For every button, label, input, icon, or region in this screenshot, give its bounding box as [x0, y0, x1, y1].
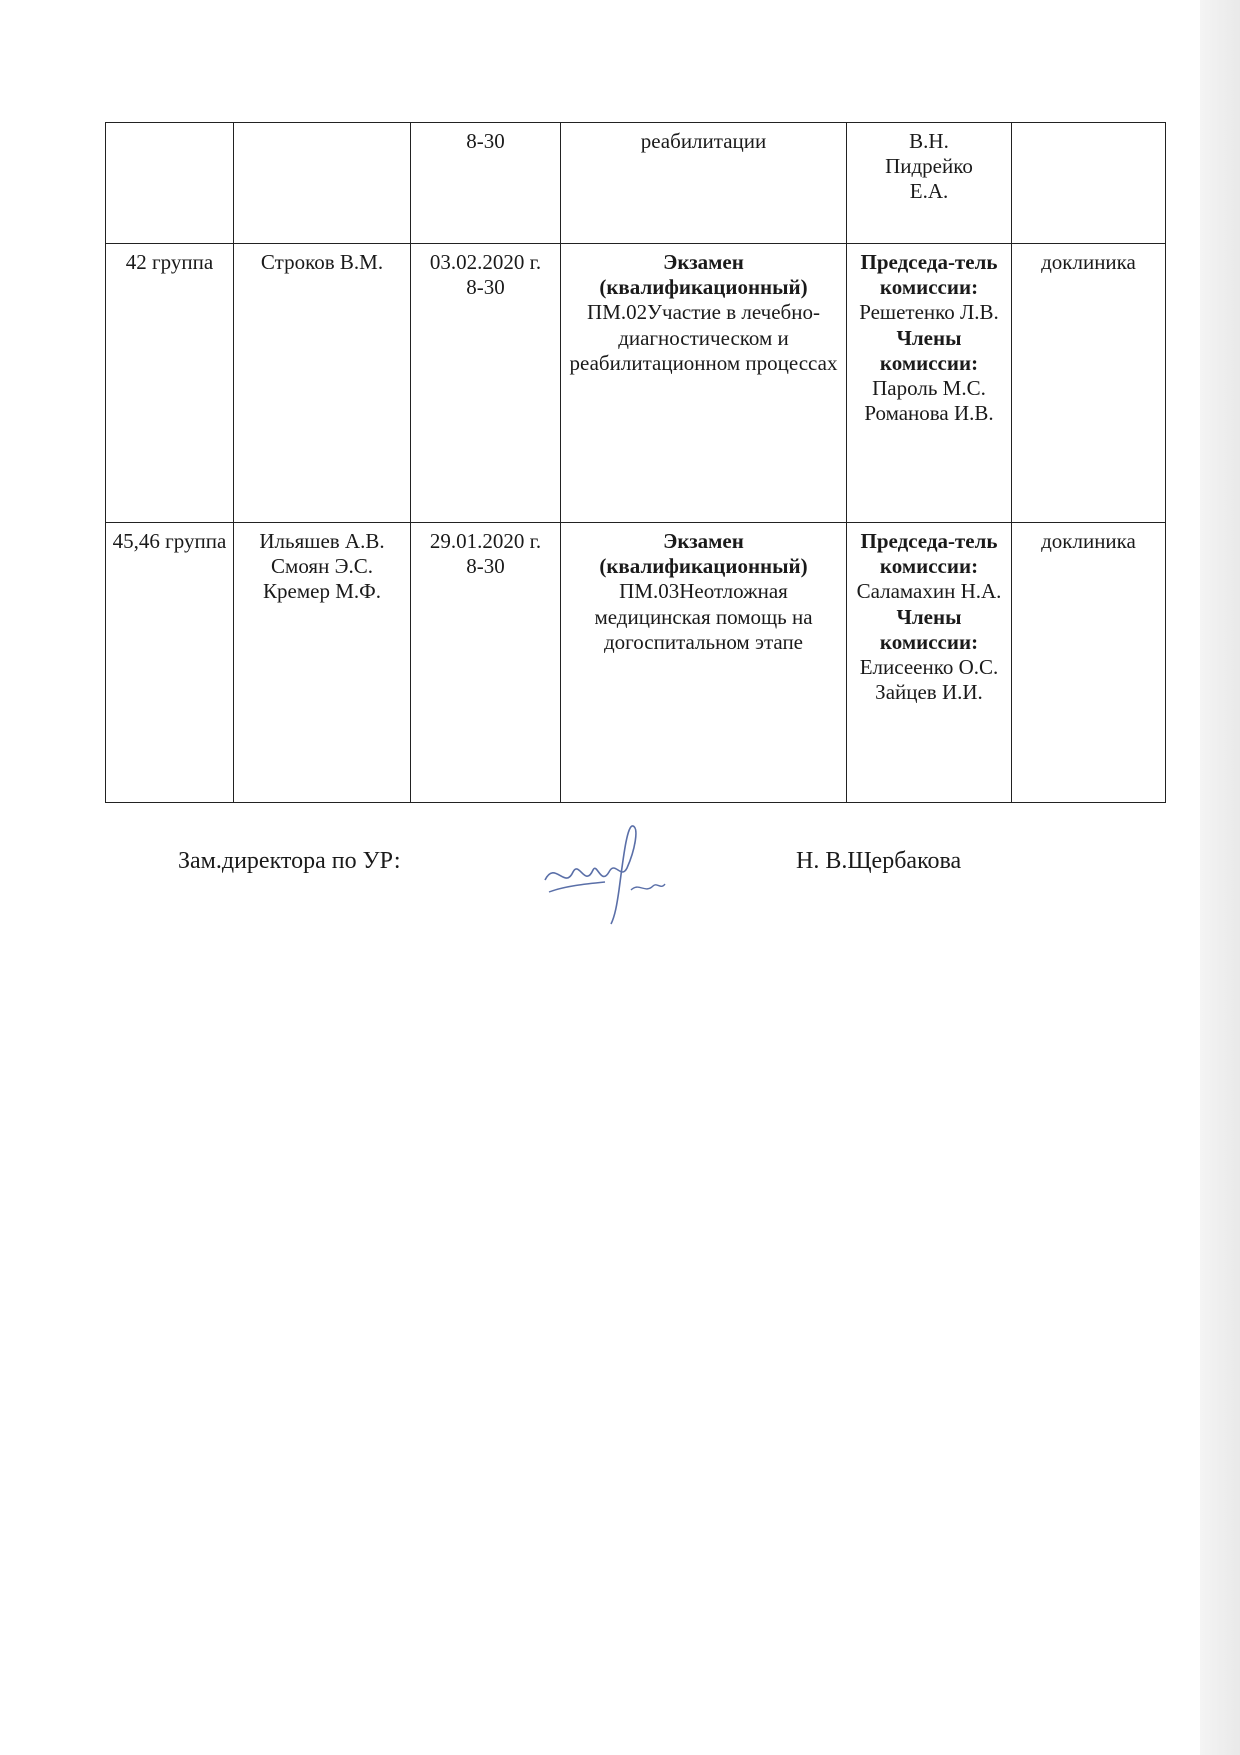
- exam-cell: [561, 523, 847, 803]
- commission-chair-label: Председа-тель комиссии:: [860, 250, 998, 300]
- commission-line: В.Н.: [909, 129, 949, 153]
- exam-desc: реабилитации: [640, 129, 767, 153]
- commission-member-name: Пароль М.С.: [872, 375, 986, 400]
- group-cell: [106, 123, 234, 244]
- datetime-cell: [411, 523, 561, 803]
- exam-cell: [561, 244, 847, 523]
- commission-line: Пидрейко: [885, 154, 973, 179]
- teacher-name: Кремер М.Ф.: [263, 579, 381, 604]
- commission-member-name: Романова И.В.: [864, 401, 994, 426]
- group-cell: 45,46 группа: [106, 523, 234, 803]
- teachers-cell: [234, 123, 411, 244]
- commission-cell: [847, 523, 1012, 803]
- commission-chair-name: Саламахин Н.А.: [856, 579, 1002, 604]
- commission-line: Е.А.: [909, 179, 949, 204]
- table-row: [106, 123, 1166, 244]
- teacher-name: Ильяшев А.В.: [259, 529, 385, 553]
- signature-icon: [535, 820, 675, 930]
- commission-member-name: Елисеенко О.С.: [859, 654, 999, 679]
- location-cell: [1012, 123, 1166, 244]
- location-cell: доклиника: [1012, 523, 1166, 803]
- datetime-cell: [411, 123, 561, 244]
- time-text: 8-30: [466, 275, 505, 300]
- group-cell: 42 группа: [106, 244, 234, 523]
- teacher-name: Строков В.М.: [260, 250, 384, 274]
- teachers-cell: [234, 244, 411, 523]
- commission-chair-label: Председа-тель комиссии:: [860, 529, 998, 579]
- teachers-cell: [234, 523, 411, 803]
- time-text: 8-30: [466, 554, 505, 579]
- table-row: [106, 244, 1166, 523]
- datetime-cell: [411, 244, 561, 523]
- scan-edge: [1200, 0, 1240, 1755]
- time-text: 8-30: [466, 129, 505, 153]
- commission-members-label: Члены комиссии:: [879, 604, 979, 654]
- schedule-table: [105, 122, 1166, 803]
- signatory-name: Н. В.Щербакова: [796, 848, 962, 874]
- commission-member-name: Зайцев И.И.: [875, 680, 983, 705]
- teacher-name: Смоян Э.С.: [271, 554, 373, 579]
- location-cell: доклиника: [1012, 244, 1166, 523]
- exam-cell: [561, 123, 847, 244]
- date-text: 03.02.2020 г.: [429, 250, 542, 274]
- date-text: 29.01.2020 г.: [429, 529, 542, 553]
- table-row: [106, 523, 1166, 803]
- signatory-title: Зам.директора по УР:: [178, 848, 401, 874]
- exam-title: Экзамен (квалификационный): [599, 250, 808, 300]
- commission-cell: [847, 244, 1012, 523]
- exam-title: Экзамен (квалификационный): [599, 529, 808, 579]
- exam-desc: ПМ.02Участие в лечебно-диагностическом и реабилитационном процессах: [569, 300, 838, 375]
- exam-desc: ПМ.03Неотложная медицинская помощь на догоспитальном этапе: [594, 579, 813, 654]
- commission-cell: [847, 123, 1012, 244]
- commission-chair-name: Решетенко Л.В.: [859, 300, 999, 325]
- commission-members-label: Члены комиссии:: [879, 325, 979, 375]
